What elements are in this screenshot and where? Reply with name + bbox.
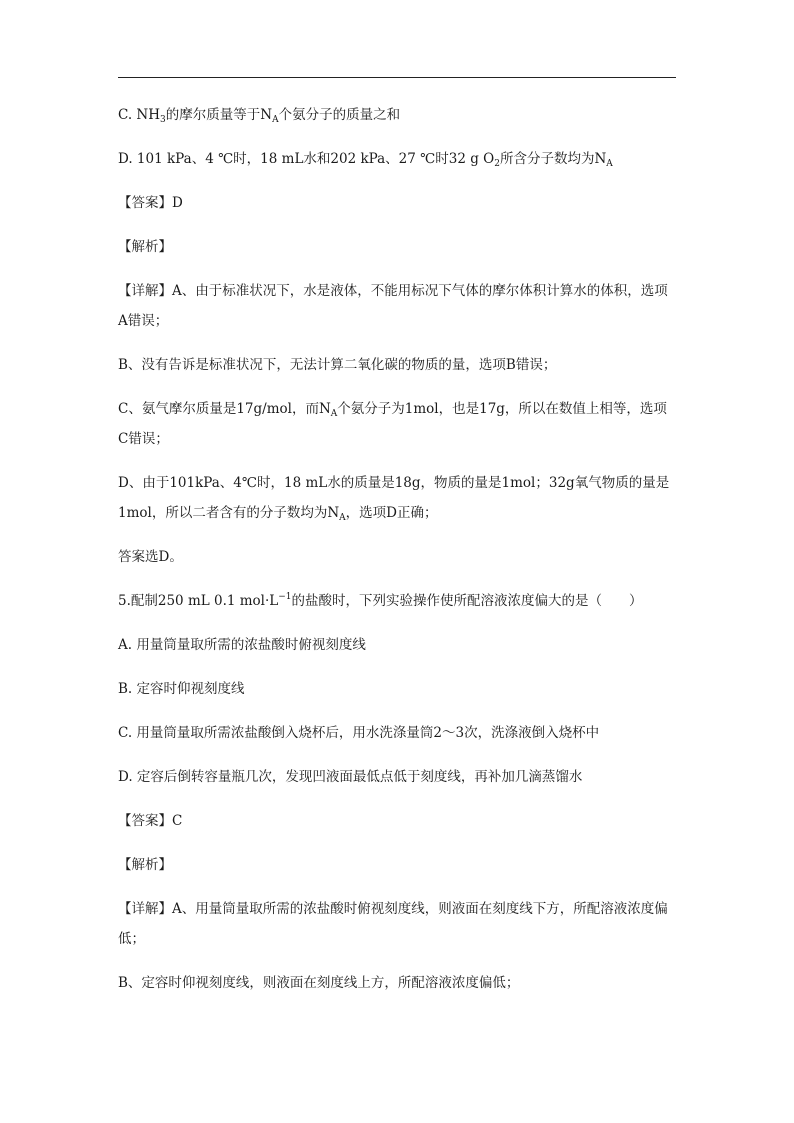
question-detail-b: B、定容时仰视刻度线，则液面在刻度线上方，所配溶液浓度偏低； [118,975,520,991]
prev-detail-c: C、氨气摩尔质量是17g/mol，而$N_A$个氨分子为1mol，也是17g，所以在数值上相等，选项C错误； [118,401,667,447]
prev-detail-d: D、由于101kPa、4℃时，18 mL水的质量是18g，物质的量是1mol；32g氧气物质的量是1mol，所以二者含有的分子数均为$N_A$，选项D正确； [118,475,670,523]
question-detail-a: 【详解】A、用量筒量取所需的浓盐酸时俯视刻度线，则液面在刻度线下方，所配溶液浓度偏低； [118,901,668,947]
prev-conclusion: 答案选D。 [118,549,183,565]
question-option-d: D. 定容后倒转容量瓶几次，发现凹液面最低点低于刻度线，再补加几滴蒸馏水 [118,769,583,785]
question-option-b: B. 定容时仰视刻度线 [118,681,245,697]
question-option-c: C. 用量筒量取所需浓盐酸倒入烧杯后，用水洗涤量筒2～3次，洗涤液倒入烧杯中 [118,725,600,741]
document-body [118,100,676,1012]
prev-analysis-title: 【解析】 [118,239,172,255]
prev-option-d: D. 101 kPa、4 ℃时，18 mL水和202 kPa、27 ℃时32 g $O_2$所含分子数均为$N_A$ [118,151,613,169]
prev-detail-a: 【详解】A、由于标准状况下，水是液体，不能用标况下气体的摩尔体积计算水的体积，选项A错误； [118,283,668,329]
prev-detail-b: B、没有告诉是标准状况下，无法计算二氧化碳的物质的量，选项B错误； [118,357,557,373]
prev-option-c: C. $NH_3$的摩尔质量等于$N_A$个氨分子的质量之和 [118,107,401,125]
question-option-a: A. 用量筒量取所需的浓盐酸时俯视刻度线 [118,637,366,653]
question-analysis-title: 【解析】 [118,857,172,873]
header-rule [118,77,676,78]
prev-answer: 【答案】D [118,195,183,211]
question-answer: 【答案】C [118,813,183,829]
question-stem: 5.配制250 mL 0.1 $mol\cdot L^{-1}$的盐酸时，下列实验操作使所配溶液浓度偏大的是（ ） [118,592,643,609]
